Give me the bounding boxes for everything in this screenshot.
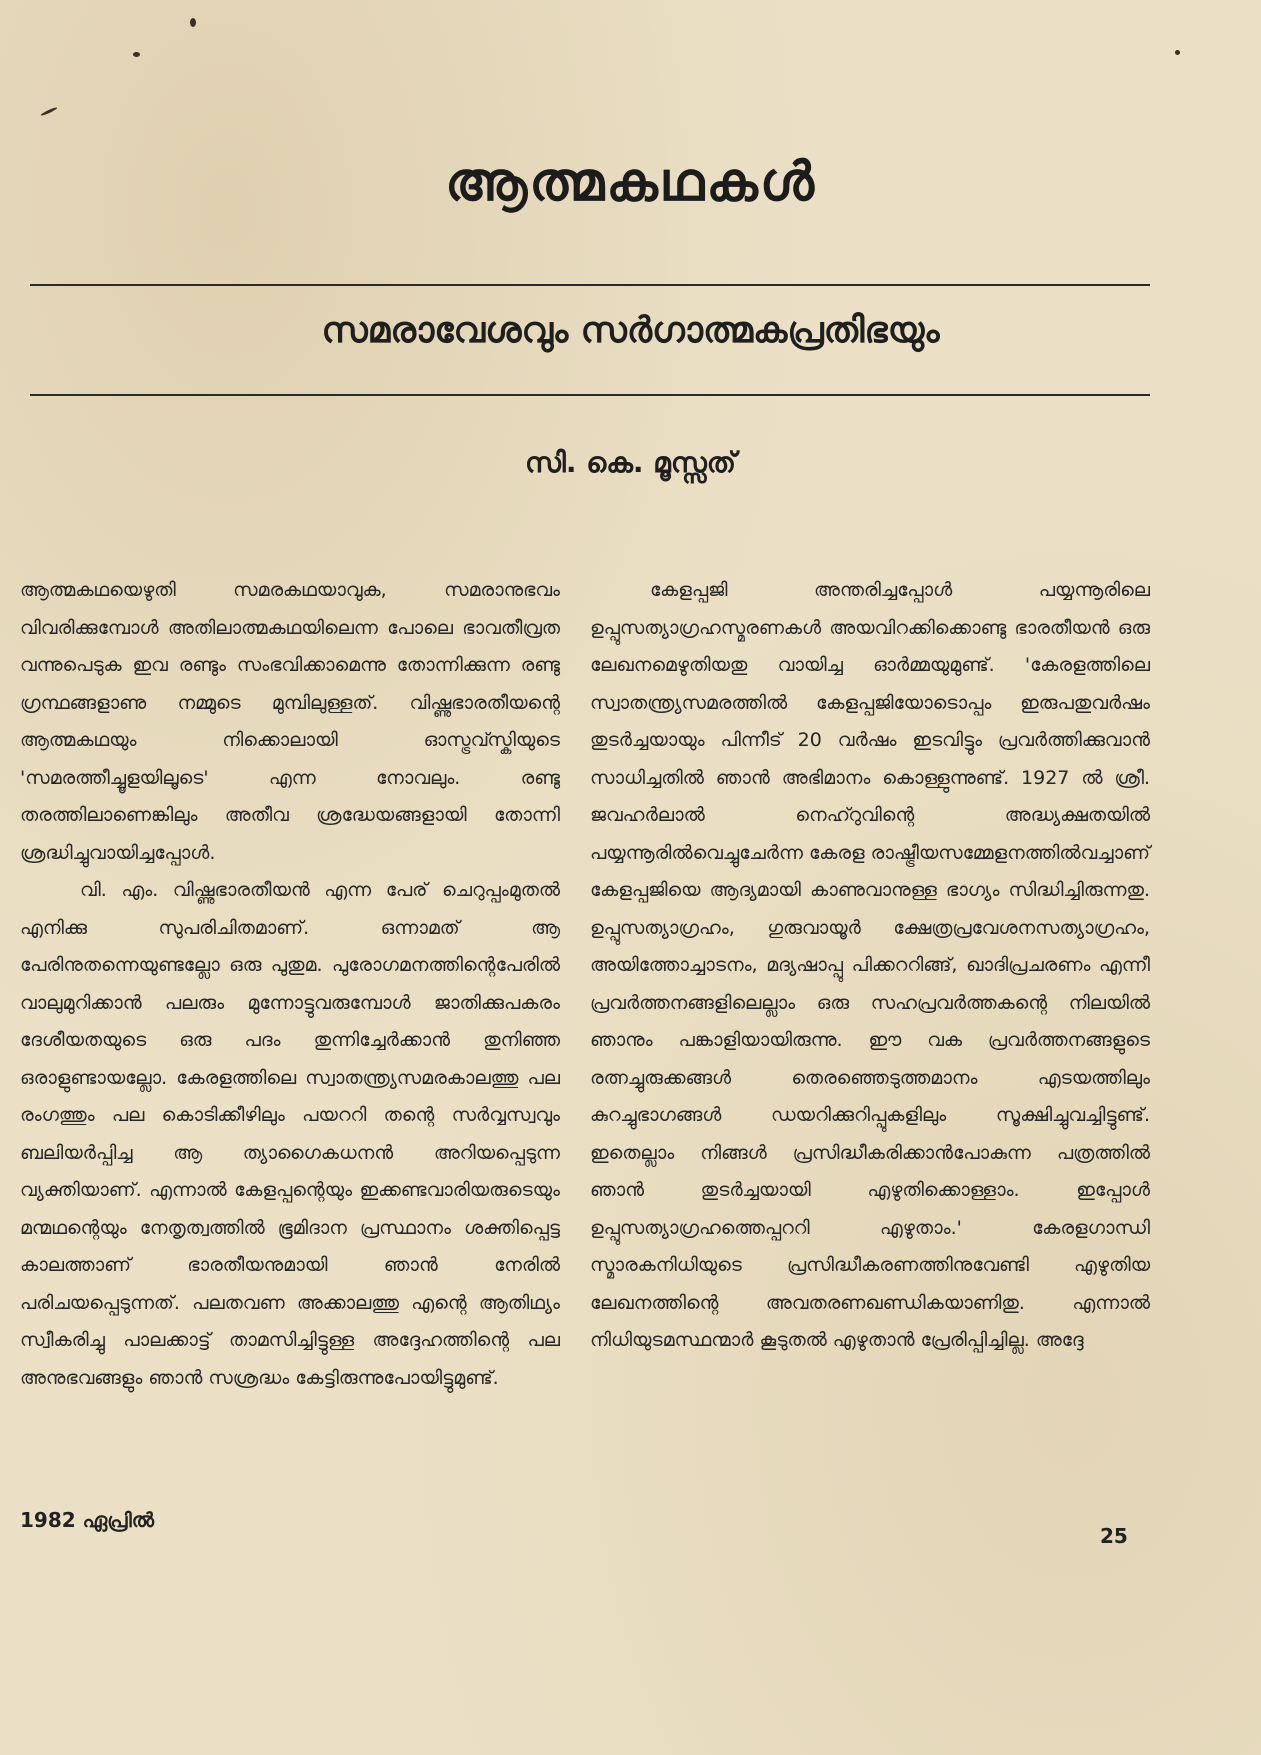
article-title: സമരാവേശവും സർഗാത്മകപ്രതിഭയും bbox=[321, 310, 940, 351]
right-column bbox=[590, 572, 1150, 1360]
left-paragraph-2: വി. എം. വിഷ്ണുഭാരതീയൻ എന്ന പേര് ചെറുപ്പംമുതൽ എനിക്കു സുപരിചിതമാണ്. ഒന്നാമത് ആ പേരിനുതന്നെയുണ്ടല്ലോ ഒരു പുതുമ. പുരോഗമനത്തിന്റെപേരിൽ വാലുമുറിക്കാൻ പലരും മുന്നോട്ടുവരുമ്പോൾ ജാതിക്കുപകരം ദേശീയതയുടെ ഒരു പദം തുന്നിച്ചേർക്കാൻ തുനിഞ്ഞ ഒരാളുണ്ടായല്ലോ. കേരളത്തിലെ സ്വാതന്ത്ര്യസമരകാലത്തു പല രംഗത്തും പല കൊടിക്കീഴിലും പയററി തന്റെ സർവ്വസ്വവും ബലിയർപ്പിച്ച ആ ത്യാഗൈകധനൻ അറിയപ്പെടുന്ന വ്യക്തിയാണ്. എന്നാൽ കേളപ്പന്റെയും ഇക്കണ്ടവാരിയരുടെയും മന്മഥന്റെയും നേതൃത്വത്തിൽ ഭൂമിദാന പ്രസ്ഥാനം ശക്തിപ്പെട്ട കാലത്താണ് ഭാരതീയനുമായി ഞാൻ നേരിൽ പരിചയപ്പെടുന്നത്. പലതവണ അക്കാലത്തു എന്റെ ആതിഥ്യം സ്വീകരിച്ചു പാലക്കാട്ട് താമസിച്ചിട്ടുള്ള അദ്ദേഹത്തിന്റെ പല അനുഭവങ്ങളും ഞാൻ സശ്രദ്ധം കേട്ടിരുന്നുപോയിട്ടുമുണ്ട്. bbox=[20, 879, 560, 1389]
left-column bbox=[20, 572, 560, 1397]
ink-speck bbox=[133, 52, 140, 57]
masthead-title: ആത്മകഥകൾ bbox=[445, 150, 816, 213]
article-author: സി. കെ. മൂസ്സത് bbox=[524, 446, 737, 479]
ink-speck bbox=[1175, 50, 1180, 55]
divider-bottom bbox=[30, 394, 1150, 396]
divider-top bbox=[30, 284, 1150, 286]
left-paragraph-1: ആത്മകഥയെഴുതി സമരകഥയാവുക, സമരാനുഭവം വിവരിക്കുമ്പോൾ അതിലാത്മകഥയിലെന്ന പോലെ ഭാവതീവ്രത വന്നുപെടുക ഇവ രണ്ടും സംഭവിക്കാമെന്നു തോന്നിക്കുന്ന രണ്ടു ഗ്രന്ഥങ്ങളാണു നമ്മുടെ മുമ്പിലുള്ളത്. വിഷ്ണുഭാരതീയന്റെ ആത്മകഥയും നിക്കൊലായി ഓസ്ട്രവ്സ്കിയുടെ 'സമരത്തീച്ചൂളയിലൂടെ' എന്ന നോവലും. രണ്ടു തരത്തിലാണെങ്കിലും അതീവ ശ്രദ്ധേയങ്ങളായി തോന്നി ശ്രദ്ധിച്ചുവായിച്ചപ്പോൾ. bbox=[20, 579, 560, 864]
ink-speck bbox=[40, 106, 58, 116]
page-number: 25 bbox=[1100, 1524, 1128, 1548]
issue-date: 1982 ഏപ്രിൽ bbox=[20, 1508, 155, 1532]
ink-speck bbox=[190, 18, 196, 27]
right-paragraph-1: കേളപ്പജി അന്തരിച്ചപ്പോൾ പയ്യന്നൂരിലെ ഉപ്പുസത്യാഗ്രഹസ്മരണകൾ അയവിറക്കിക്കൊണ്ടു ഭാരതീയൻ ഒരു ലേഖനമെഴുതിയതു വായിച്ച ഓർമ്മയുമുണ്ട്. 'കേരളത്തിലെ സ്വാതന്ത്ര്യസമരത്തിൽ കേളപ്പജിയോടൊപ്പം ഇരുപതുവർഷം തുടർച്ചയായും പിന്നീട് 20 വർഷം ഇടവിട്ടും പ്രവർത്തിക്കുവാൻ സാധിച്ചതിൽ ഞാൻ അഭിമാനം കൊള്ളുന്നുണ്ട്. 1927 ൽ ശ്രീ. ജവഹർലാൽ നെഹ്റുവിന്റെ അദ്ധ്യക്ഷതയിൽ പയ്യന്നൂരിൽവെച്ചുചേർന്ന കേരള രാഷ്ട്രീയസമ്മേളനത്തിൽവച്ചാണ് കേളപ്പജിയെ ആദ്യമായി കാണുവാനുള്ള ഭാഗ്യം സിദ്ധിച്ചിരുന്നതു. ഉപ്പുസത്യാഗ്രഹം, ഗുരുവായൂർ ക്ഷേത്രപ്രവേശനസത്യാഗ്രഹം, അയിത്തോച്ചാടനം, മദ്യഷാപ്പു പിക്കററിങ്ങ്, ഖാദിപ്രചരണം എന്നീ പ്രവർത്തനങ്ങളിലെല്ലാം ഒരു സഹപ്രവർത്തകന്റെ നിലയിൽ ഞാനും പങ്കാളിയായിരുന്നു. ഈ വക പ്രവർത്തനങ്ങളുടെ രത്നച്ചുരുക്കങ്ങൾ തെരഞ്ഞെടുത്തമാനം എടയത്തിലും കുറച്ചുഭാഗങ്ങൾ ഡയറിക്കുറിപ്പുകളിലും സൂക്ഷിച്ചുവച്ചിട്ടുണ്ട്. ഇതെല്ലാം നിങ്ങൾ പ്രസിദ്ധീകരിക്കാൻപോകുന്ന പത്രത്തിൽ ഞാൻ തുടർച്ചയായി എഴുതിക്കൊള്ളാം. ഇപ്പോൾ ഉപ്പുസത്യാഗ്രഹത്തെപ്പററി എഴുതാം.' കേരളഗാന്ധി സ്മാരകനിധിയുടെ പ്രസിദ്ധീകരണത്തിനുവേണ്ടി എഴുതിയ ലേഖനത്തിന്റെ അവതരണഖണ്ഡികയാണിതു. എന്നാൽ നിധിയുടമസ്ഥന്മാർ കൂടുതൽ എഴുതാൻ പ്രേരിപ്പിച്ചില്ല. അദ്ദേ bbox=[590, 579, 1150, 1351]
